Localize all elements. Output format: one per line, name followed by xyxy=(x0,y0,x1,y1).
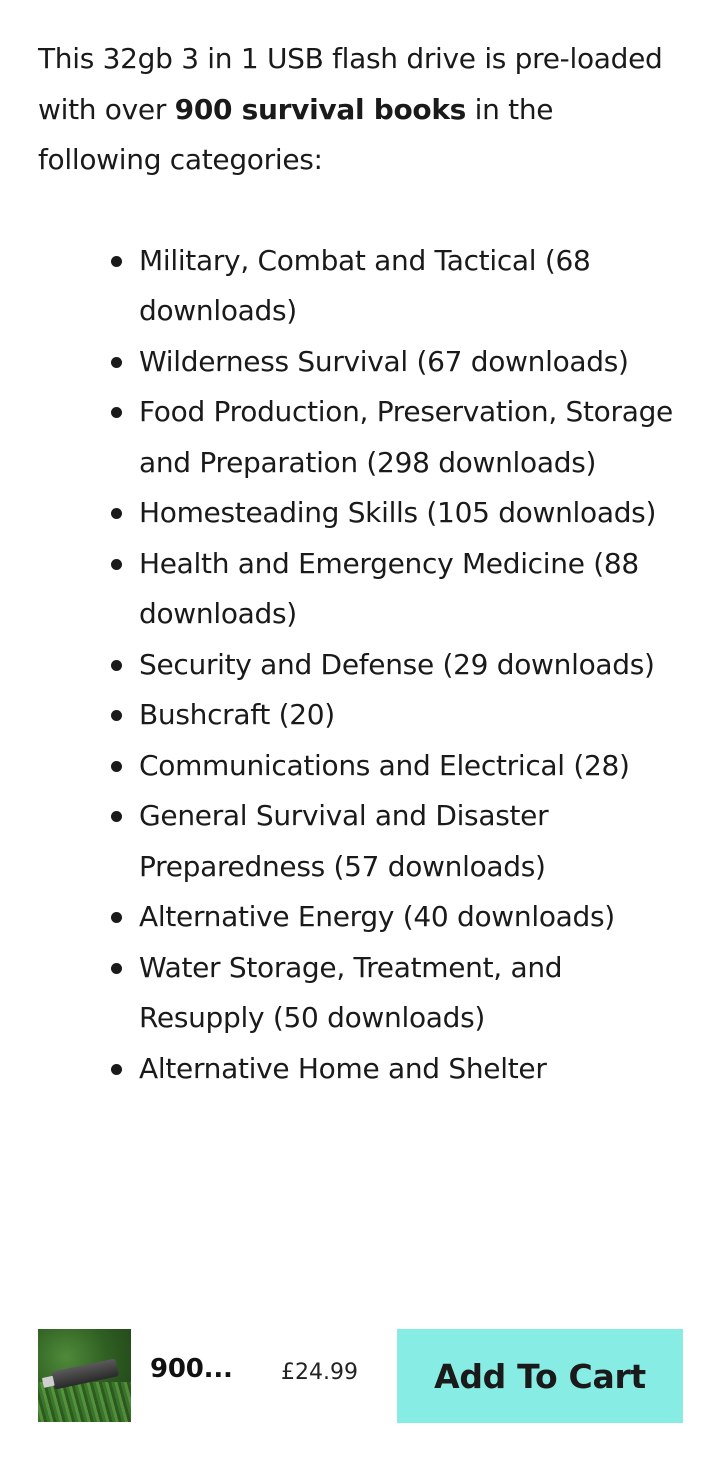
category-label: Military, Combat and Tactical (68 downloads) xyxy=(139,243,591,327)
bullet-icon xyxy=(111,963,122,974)
product-name: 900... xyxy=(150,1354,233,1384)
bullet-icon xyxy=(111,710,122,721)
list-item xyxy=(139,943,678,1044)
list-item xyxy=(139,236,678,337)
bullet-icon xyxy=(111,811,122,822)
category-label: Food Production, Preservation, Storage and Preparation (298 downloads) xyxy=(139,395,673,479)
bullet-icon xyxy=(111,407,122,418)
intro-bold-text: 900 survival books xyxy=(174,92,467,126)
add-to-cart-button[interactable]: Add To Cart xyxy=(397,1329,683,1423)
sticky-add-to-cart-bar xyxy=(0,1296,720,1459)
category-label: Alternative Energy (40 downloads) xyxy=(139,900,615,933)
category-label: Alternative Home and Shelter xyxy=(139,1051,547,1085)
category-label: Water Storage, Treatment, and Resupply (50 downloads) xyxy=(139,950,563,1034)
description-intro xyxy=(38,34,678,186)
list-item xyxy=(139,1044,678,1095)
bullet-icon xyxy=(111,1064,122,1075)
bullet-icon xyxy=(111,912,122,923)
bullet-icon xyxy=(111,508,122,519)
product-thumbnail xyxy=(38,1329,131,1422)
list-item xyxy=(139,387,678,488)
category-label: Security and Defense (29 downloads) xyxy=(139,647,655,681)
list-item xyxy=(139,791,678,892)
moss-background xyxy=(38,1382,131,1422)
list-item xyxy=(139,488,678,539)
bullet-icon xyxy=(111,256,122,267)
bullet-icon xyxy=(111,559,122,570)
intro-text-start: This 32gb 3 in 1 USB flash drive is pre-loaded with over xyxy=(38,42,663,126)
category-label: Wilderness Survival (67 downloads) xyxy=(139,344,629,378)
category-label: Health and Emergency Medicine (88 downloads) xyxy=(139,546,639,630)
category-list xyxy=(38,236,678,1095)
bullet-icon xyxy=(111,761,122,772)
list-item xyxy=(139,741,678,792)
list-item xyxy=(139,337,678,388)
list-item xyxy=(139,640,678,691)
list-item xyxy=(139,892,678,943)
category-label: Homesteading Skills (105 downloads) xyxy=(139,496,657,529)
category-label: Bushcraft (20) xyxy=(139,698,335,731)
bullet-icon xyxy=(111,660,122,671)
product-price: £24.99 xyxy=(281,1360,358,1385)
list-item xyxy=(139,690,678,741)
intro-text-end: in the following categories: xyxy=(38,92,554,176)
category-label: General Survival and Disaster Preparedness (57 downloads) xyxy=(139,799,549,883)
list-item xyxy=(139,539,678,640)
category-label: Communications and Electrical (28) xyxy=(139,748,630,782)
bullet-icon xyxy=(111,357,122,368)
product-description xyxy=(38,34,678,1296)
